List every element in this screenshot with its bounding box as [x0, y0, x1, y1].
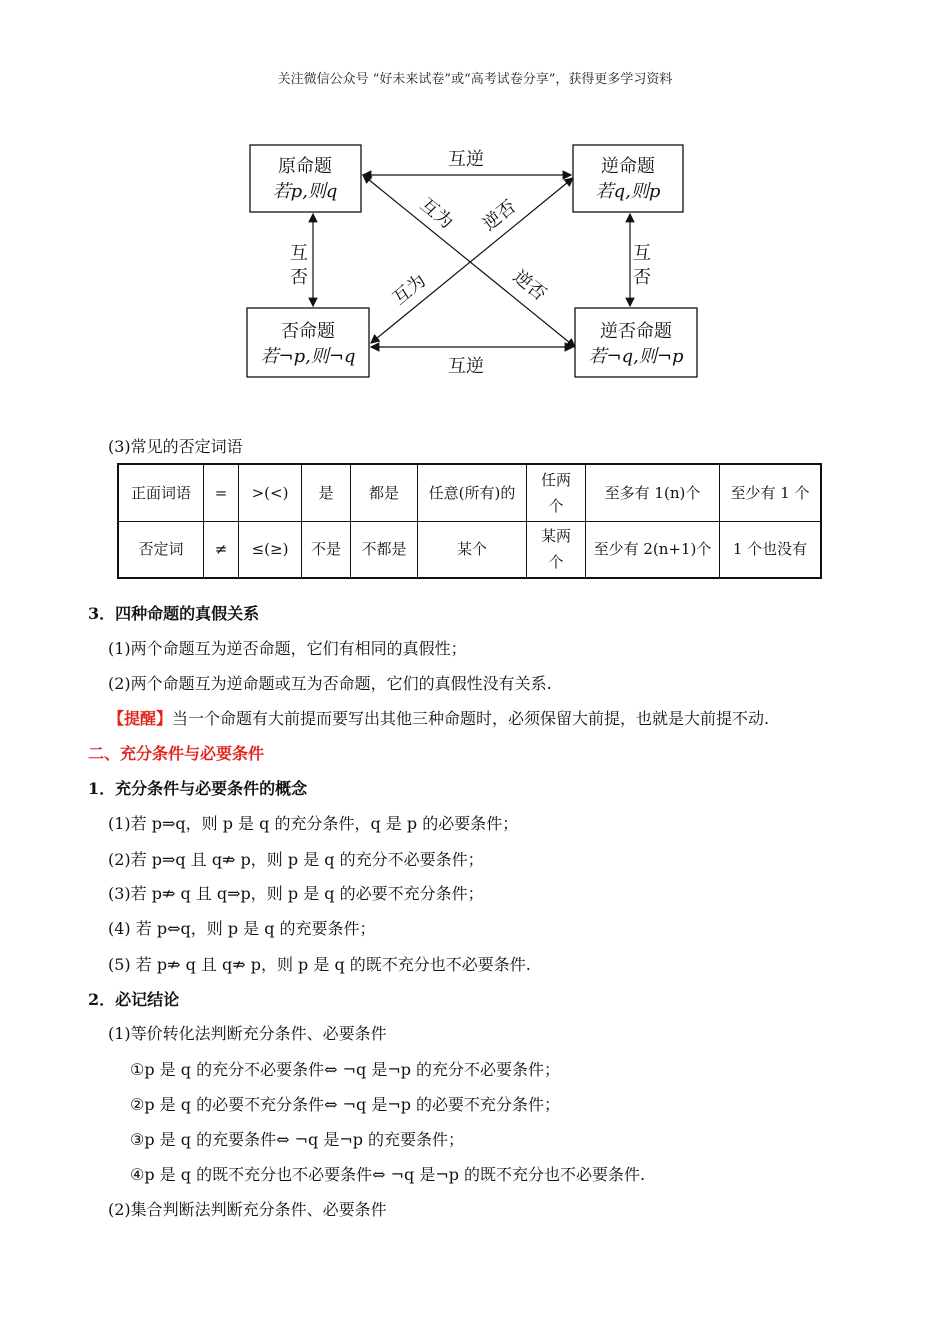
concept-heading: 1．充分条件与必要条件的概念 — [88, 779, 308, 798]
truth-item-2: (2)两个命题互为逆命题或互为否命题，它们的真假性没有关系. — [108, 674, 552, 693]
table-row — [118, 521, 821, 578]
table-cell: 1 个也没有 — [720, 521, 822, 578]
box-converse-title: 逆命题 — [601, 156, 655, 177]
label-diag-nifou-2: 逆否 — [508, 266, 551, 306]
box-inverse-title: 否命题 — [281, 321, 335, 342]
conclusion-item-2: ②p 是 q 的必要不充分条件⇔ ¬q 是¬p 的必要不充分条件； — [130, 1095, 561, 1114]
tip-label: 【提醒】 — [108, 709, 173, 728]
box-converse-body: 若q,则p — [595, 181, 661, 202]
label-bottom-huni: 互逆 — [448, 356, 484, 377]
tip-text: 当一个命题有大前提而要写出其他三种命题时，必须保留大前提，也就是大前提不动. — [172, 709, 770, 728]
table-cell: 至少有 2(n+1)个 — [586, 521, 720, 578]
table-cell: 是 — [302, 464, 351, 521]
concept-item-5: (5) 若 p⇏ q 且 q⇏ p，则 p 是 q 的既不充分也不必要条件. — [108, 955, 531, 974]
truth-item-1: (1)两个命题互为逆否命题，它们有相同的真假性； — [108, 639, 467, 658]
table-cell: 某两个 — [527, 521, 586, 578]
label-right-hu: 互 — [633, 243, 651, 264]
arrow-diagonal-2 — [371, 178, 573, 343]
tip-paragraph — [108, 706, 769, 729]
label-right-fou: 否 — [633, 267, 651, 288]
conclusion-sub-2: (2)集合判断法判断充分条件、必要条件 — [108, 1200, 387, 1219]
arrow-diagonal-1 — [363, 175, 575, 347]
table-row — [118, 464, 821, 521]
label-left-hu: 互 — [290, 243, 308, 264]
conclusion-item-3: ③p 是 q 的充要条件⇔ ¬q 是¬p 的充要条件； — [130, 1130, 465, 1149]
conclusion-sub-1: (1)等价转化法判断充分条件、必要条件 — [108, 1024, 387, 1043]
negation-table — [117, 463, 822, 579]
box-contrapositive-body: 若¬q,则¬p — [588, 346, 684, 367]
section-truth-heading: 3．四种命题的真假关系 — [88, 604, 260, 623]
table-cell: 任意(所有)的 — [418, 464, 527, 521]
label-top-huni: 互逆 — [448, 149, 484, 170]
table-cell: 正面词语 — [118, 464, 204, 521]
part2-heading: 二、充分条件与必要条件 — [88, 744, 265, 763]
concept-item-4: (4) 若 p⇔q，则 p 是 q 的充要条件； — [108, 919, 376, 938]
table-cell: ≠ — [204, 521, 239, 578]
section-negation-title: (3)常见的否定词语 — [108, 437, 243, 456]
table-cell: ≤(≥) — [239, 521, 302, 578]
table-cell: 任两个 — [527, 464, 586, 521]
concept-item-1: (1)若 p⇒q，则 p 是 q 的充分条件，q 是 p 的必要条件； — [108, 814, 519, 833]
concept-item-3: (3)若 p⇏ q 且 q⇒p，则 p 是 q 的必要不充分条件； — [108, 884, 484, 903]
table-cell: = — [204, 464, 239, 521]
label-diag-huwei-2: 互为 — [388, 270, 431, 310]
label-left-fou: 否 — [290, 267, 308, 288]
box-original-title: 原命题 — [278, 156, 332, 177]
table-cell: 都是 — [351, 464, 418, 521]
box-inverse-body: 若¬p,则¬q — [260, 346, 356, 367]
table-cell: >(<) — [239, 464, 302, 521]
page-header: 关注微信公众号 “好未来试卷”或“高考试卷分享”，获得更多学习资料 — [277, 72, 673, 87]
four-propositions-diagram — [238, 138, 708, 388]
table-cell: 某个 — [418, 521, 527, 578]
label-diag-nifou-1: 逆否 — [478, 196, 521, 236]
conclusion-item-4: ④p 是 q 的既不充分也不必要条件⇔ ¬q 是¬p 的既不充分也不必要条件. — [130, 1165, 646, 1184]
conclusion-item-1: ①p 是 q 的充分不必要条件⇔ ¬q 是¬p 的充分不必要条件； — [130, 1060, 561, 1079]
table-cell: 不是 — [302, 521, 351, 578]
box-original-body: 若p,则q — [272, 181, 338, 202]
label-diag-huwei-1: 互为 — [415, 194, 458, 234]
conclusion-heading: 2．必记结论 — [88, 990, 180, 1009]
table-cell: 至少有 1 个 — [720, 464, 822, 521]
table-cell: 否定词 — [118, 521, 204, 578]
box-contrapositive-title: 逆否命题 — [600, 321, 672, 342]
table-cell: 至多有 1(n)个 — [586, 464, 720, 521]
concept-item-2: (2)若 p⇒q 且 q⇏ p，则 p 是 q 的充分不必要条件； — [108, 850, 484, 869]
table-cell: 不都是 — [351, 521, 418, 578]
